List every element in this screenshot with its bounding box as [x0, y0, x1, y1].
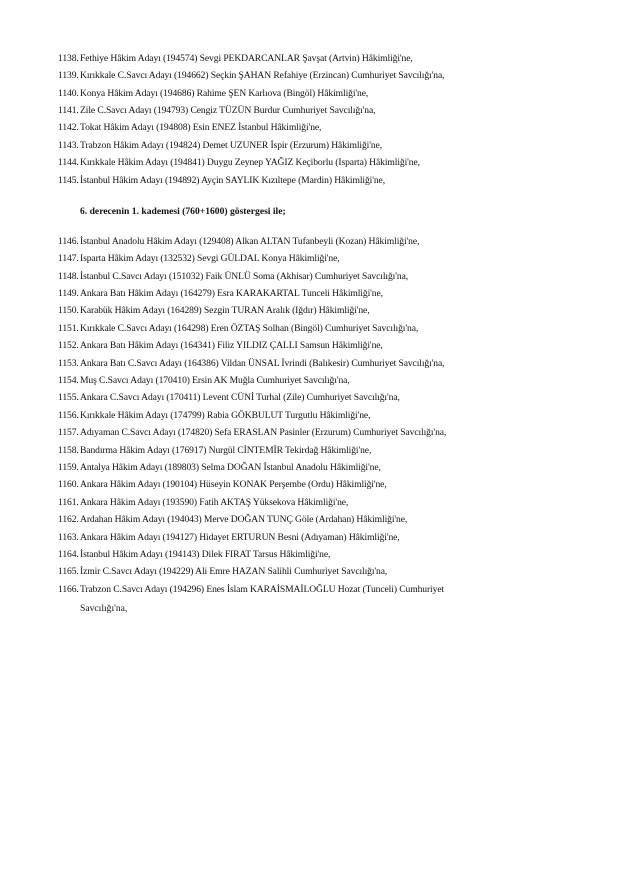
entry-number: 1140. [58, 88, 79, 99]
entry-number: 1159. [58, 462, 79, 473]
entry-number: 1148. [58, 271, 79, 282]
entry-number: 1156. [58, 410, 79, 421]
entry-text: Isparta Hâkim Adayı (132532) Sevgi GÜLDAL Konya Hâkimliği'ne, [80, 253, 340, 264]
entry-number: 1149. [58, 288, 79, 299]
list-item [58, 86, 598, 102]
entry-text: İstanbul Anadolu Hâkim Adayı (129408) Alkan ALTAN Tufanbeyli (Kozan) Hâkimliği'ne, [80, 236, 420, 247]
entry-text: Konya Hâkim Adayı (194686) Rahime ŞEN Karlıova (Bingöl) Hâkimliği'ne, [80, 88, 369, 99]
entry-number: 1141. [58, 105, 79, 116]
entry-number: 1153. [58, 358, 79, 369]
list-item [58, 338, 598, 354]
entry-text: Antalya Hâkim Adayı (189803) Selma DOĞAN İstanbul Anadolu Hâkimliği'ne, [80, 462, 381, 473]
list-item [58, 373, 598, 389]
entry-text: İstanbul C.Savcı Adayı (151032) Faik ÜNLÜ Soma (Akhisar) Cumhuriyet Savcılığı'na, [80, 271, 409, 282]
entry-number: 1163. [58, 532, 79, 543]
list-item [58, 103, 598, 119]
list-item [58, 286, 598, 302]
list-item [58, 303, 598, 319]
entry-number: 1166. [58, 584, 79, 595]
list-item [58, 443, 598, 459]
list-item [58, 234, 598, 250]
entry-text: Zile C.Savcı Adayı (194793) Cengiz TÜZÜN Burdur Cumhuriyet Savcılığı'na, [80, 105, 376, 116]
entry-text: Ankara Batı C.Savcı Adayı (164386) Vildan ÜNSAL İvrindi (Balıkesir) Cumhuriyet Savcılığı'na, [80, 358, 445, 369]
entry-text: Ankara Batı Hâkim Adayı (164341) Filiz YILDIZ ÇALLI Samsun Hâkimliği'ne, [80, 340, 383, 351]
list-item [58, 251, 598, 267]
entry-text: Fethiye Hâkim Adayı (194574) Sevgi PEKDARCANLAR Şavşat (Artvin) Hâkimliği'ne, [80, 53, 413, 64]
entry-number: 1160. [58, 479, 79, 490]
list-item [58, 582, 598, 598]
entry-text: Karabük Hâkim Adayı (164289) Sezgin TURAN Aralık (Iğdır) Hâkimliği'ne, [80, 305, 370, 316]
list-item [58, 408, 598, 424]
entry-text: İzmir C.Savcı Adayı (194229) Ali Emre HAZAN Salihli Cumhuriyet Savcılığı'na, [80, 566, 388, 577]
entry-text: Trabzon C.Savcı Adayı (194296) Enes İslam KARAİSMAİLOĞLU Hozat (Tunceli) Cumhuriyet [80, 584, 445, 595]
list-item [58, 138, 598, 154]
list-item [58, 547, 598, 563]
list-item [58, 321, 598, 337]
entry-text: Ankara Hâkim Adayı (194127) Hidayet ERTURUN Besni (Adıyaman) Hâkimliği'ne, [80, 532, 400, 543]
entry-number: 1152. [58, 340, 79, 351]
entry-number: 1162. [58, 514, 79, 525]
entry-text: Adıyaman C.Savcı Adayı (174820) Sefa ERASLAN Pasinler (Erzurum) Cumhuriyet Savcılığı'na, [80, 427, 447, 438]
entry-text: Ankara Hâkim Adayı (193590) Fatih AKTAŞ Yüksekova Hâkimliği'ne, [80, 497, 349, 508]
entry-number: 1144. [58, 157, 79, 168]
entry-text: İstanbul Hâkim Adayı (194143) Dilek FIRAT Tarsus Hâkimliği'ne, [80, 549, 331, 560]
list-item [58, 173, 598, 189]
entry-number: 1165. [58, 566, 79, 577]
entry-number: 1154. [58, 375, 79, 386]
entry-number: 1139. [58, 70, 79, 81]
list-item [58, 68, 598, 84]
list-item [58, 269, 598, 285]
entry-text: Kırıkkale C.Savcı Adayı (194662) Seçkin ŞAHAN Refahiye (Erzincan) Cumhuriyet Savcılığı'na, [80, 70, 445, 81]
entry-number: 1158. [58, 445, 79, 456]
entry-number: 1146. [58, 236, 79, 247]
entry-number: 1143. [58, 140, 79, 151]
entry-number: 1151. [58, 323, 79, 334]
list-item [58, 120, 598, 136]
entry-text: Ankara Hâkim Adayı (190104) Hüseyin KONAK Perşembe (Ordu) Hâkimliği'ne, [80, 479, 387, 490]
list-item [58, 530, 598, 546]
list-item [58, 51, 598, 67]
entry-number: 1157. [58, 427, 79, 438]
entry-number: 1138. [58, 53, 79, 64]
entry-number: 1161. [58, 497, 79, 508]
entry-text: İstanbul Hâkim Adayı (194892) Ayçin SAYLIK Kızıltepe (Mardin) Hâkimliği'ne, [80, 175, 386, 186]
list-item [58, 477, 598, 493]
entry-text: Bandırma Hâkim Adayı (176917) Nurgül CİNTEMİR Tekirdağ Hâkimliği'ne, [80, 445, 372, 456]
list-item [58, 356, 598, 372]
list-item [58, 390, 598, 406]
entry-text: Ardahan Hâkim Adayı (194043) Merve DOĞAN TUNÇ Göle (Ardahan) Hâkimliği'ne, [80, 514, 408, 525]
entry-text: Kırıkkale C.Savcı Adayı (164298) Eren ÖZTAŞ Solhan (Bingöl) Cumhuriyet Savcılığı'na, [80, 323, 419, 334]
list-item [58, 425, 598, 441]
list-item [58, 155, 598, 171]
entry-number: 1155. [58, 392, 79, 403]
list-item [58, 564, 598, 580]
entry-text: Trabzon Hâkim Adayı (194824) Demet UZUNER İspir (Erzurum) Hâkimliği'ne, [80, 140, 383, 151]
entry-text: Kırıkkale Hâkim Adayı (194841) Duygu Zeynep YAĞIZ Keçiborlu (Isparta) Hâkimliği'ne, [80, 157, 420, 168]
entry-number: 1142. [58, 122, 79, 133]
entry-continuation: Savcılığı'na, [80, 603, 128, 614]
list-item [58, 495, 598, 511]
entry-number: 1150. [58, 305, 79, 316]
entry-number: 1145. [58, 175, 79, 186]
entry-text: Tokat Hâkim Adayı (194808) Esin ENEZ İstanbul Hâkimliği'ne, [80, 122, 322, 133]
list-item [58, 512, 598, 528]
entry-text: Ankara C.Savcı Adayı (170411) Levent CÜNİ Turhal (Zile) Cumhuriyet Savcılığı'na, [80, 392, 400, 403]
entry-number: 1147. [58, 253, 79, 264]
entry-text: Ankara Batı Hâkim Adayı (164279) Esra KARAKARTAL Tunceli Hâkimliği'ne, [80, 288, 383, 299]
entry-text: Muş C.Savcı Adayı (170410) Ersin AK Muğla Cumhuriyet Savcılığı'na, [80, 375, 350, 386]
section-heading: 6. derecenin 1. kademesi (760+1600) göstergesi ile; [80, 206, 286, 217]
entry-text: Kırıkkale Hâkim Adayı (174799) Rabia GÖKBULUT Turgutlu Hâkimliği'ne, [80, 410, 371, 421]
list-item [58, 460, 598, 476]
entry-number: 1164. [58, 549, 79, 560]
